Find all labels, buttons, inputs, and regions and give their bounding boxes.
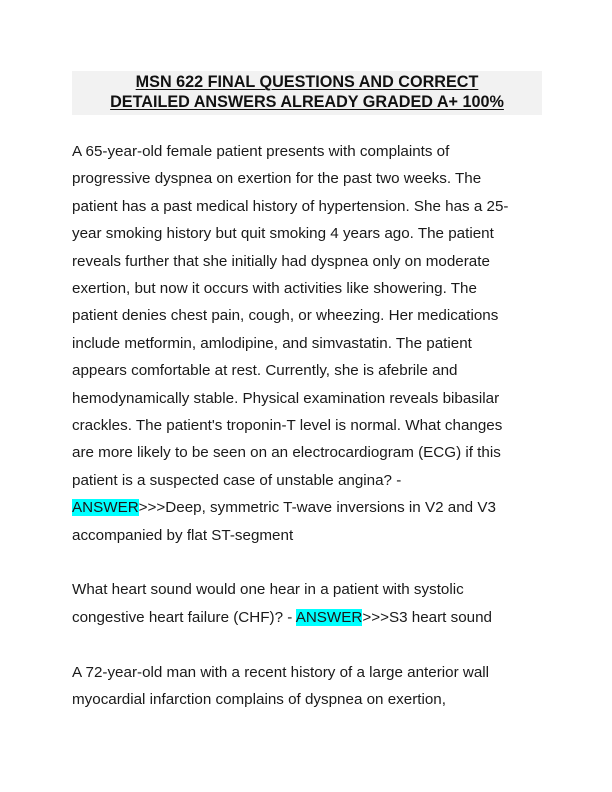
answer-label: ANSWER [72, 499, 139, 517]
text-line: appears comfortable at rest. Currently, she is afebrile and [72, 362, 458, 380]
answer-line [72, 604, 544, 631]
question-tail: congestive heart failure (CHF)? - [72, 608, 296, 626]
text-line: exertion, but now it occurs with activities like showering. The [72, 280, 477, 298]
text-line: are more likely to be seen on an electrocardiogram (ECG) if this [72, 444, 501, 462]
text-line: reveals further that she initially had dyspnea only on moderate [72, 252, 490, 270]
text-line: hemodynamically stable. Physical examination reveals bibasilar [72, 389, 500, 407]
text-line: A 72-year-old man with a recent history of a large anterior wall [72, 663, 490, 681]
text-line: progressive dyspnea on exertion for the past two weeks. The [72, 170, 482, 188]
answer-line [72, 494, 544, 521]
answer-prefix: >>> [362, 608, 389, 626]
answer-text: Deep, symmetric T-wave inversions in V2 and V3 [165, 499, 496, 517]
question-1 [72, 138, 544, 549]
text-line: What heart sound would one hear in a patient with systolic [72, 581, 464, 599]
answer-continuation: accompanied by flat ST-segment [72, 526, 294, 544]
question-3 [72, 659, 544, 714]
text-line: A 65-year-old female patient presents with complaints of [72, 143, 450, 160]
text-line: crackles. The patient's troponin-T level is normal. What changes [72, 417, 503, 435]
answer-prefix: >>> [138, 499, 166, 517]
title-line: MSN 622 FINAL QUESTIONS AND CORRECT [135, 73, 479, 91]
answer-text: S3 heart sound [388, 608, 492, 626]
question-2 [72, 576, 544, 631]
answer-label: ANSWER [295, 608, 363, 626]
title-line: DETAILED ANSWERS ALREADY GRADED A+ 100% [110, 93, 504, 111]
document-body [72, 138, 544, 741]
text-line: patient is a suspected case of unstable angina? - [72, 471, 402, 489]
text-line: myocardial infarction complains of dyspnea on exertion, [72, 691, 446, 709]
text-line: year smoking history but quit smoking 4 years ago. The patient [72, 225, 494, 243]
text-line: include metformin, amlodipine, and simvastatin. The patient [72, 334, 472, 352]
text-line: patient denies chest pain, cough, or wheezing. Her medications [72, 307, 499, 325]
document-title [72, 71, 542, 115]
text-line: patient has a past medical history of hypertension. She has a 25- [72, 197, 509, 215]
